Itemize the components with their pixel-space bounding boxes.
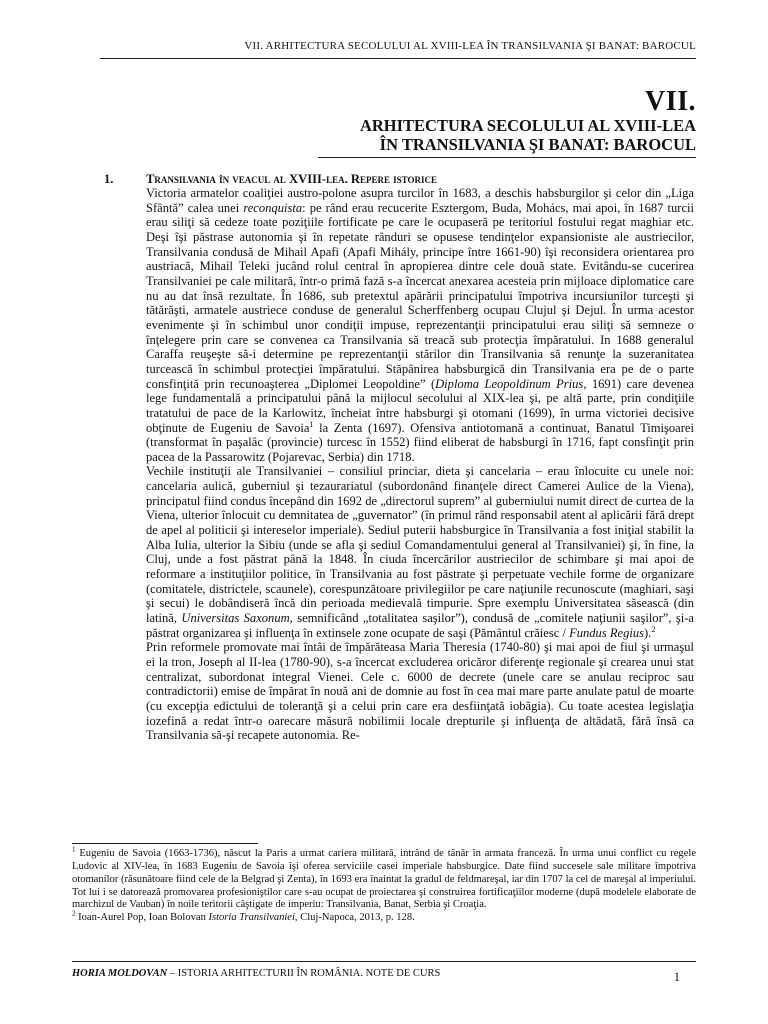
body-text bbox=[146, 186, 694, 743]
paragraph-2-italic-universitas: Universitas Saxonum bbox=[181, 611, 290, 626]
footnote-2-text: Ioan-Aurel Pop, Ioan Bolovan bbox=[75, 912, 209, 924]
footnote-2 bbox=[72, 909, 696, 925]
page-footer bbox=[72, 968, 440, 979]
footnote-1 bbox=[72, 845, 696, 912]
footnotes bbox=[72, 845, 696, 925]
footnote-2-text-end: , Cluj-Napoca, 2013, p. 128. bbox=[294, 912, 415, 924]
paragraph-2-text: Vechile instituţii ale Transilvaniei – consiliul princiar, dieta şi cancelaria – erau înlocuite cu unele noi: cancelaria aulică, guberniul şi tezaurariatul (subordonând finanţele direct Camerei Aulice de la Viena), principatul fiind condus începând din 1692 de „directorul suprem” al guberniului numit direct de curtea de la Viena, ulterior înlocuit cu demnitatea de „guvernator” (în primul rând responsabil atent al aplicării fără drept de apel al politicii şi intereselor imperiale). Sediul puterii habsburgice în Transilvania a fost iniţial stabilit la Alba Iulia, ulterior la Sibiu (unde se afla şi sediul Comandamentului general al Transilvaniei) şi, în fine, la Cluj, unde a fost păstrat până la 1848. În ciuda încercărilor austriecilor de schimbare şi mai apoi de reformare a instituţiilor politice, în Transilvania au fost păstrate şi perpetuate vechile forme de organizare (comitatele, districtele, scaunele), corespunzătoare privilegiilor pe care naţiunile recunoscute (maghiari, saşi şi secui) le dobândiseră încă din perioada medievală timpurie. Spre exemplu Universitatea săsească (din latină, bbox=[146, 464, 694, 626]
section-title: Transilvania în veacul al XVIII-lea. Repere istorice bbox=[146, 172, 438, 186]
paragraph-2 bbox=[146, 464, 694, 640]
footnote-1-text: Eugeniu de Savoia (1663-1736), născut la Paris a urmat cariera militară, intrând de tânăr în armata franceză. În urma unui conflict cu regele Ludovic al XIV-lea, în 1683 Eugeniu de Savoia îşi oferea serviciile casei imperiale habsburgice. Date fiind succesele sale militare împotriva otomanilor (răsunătoare fiind cele de la Belgrad şi Zenta), în 1693 era înaintat la gradul de feldmareşal, iar din 1707 la cel de mareşal al imperiului. Tot lui i se datorează promovarea profesioniştilor care s-au ocupat de proiectarea şi construirea fortificaţiilor moderne (după modelele elaborate de marchizul de Vauban) în noile teritorii câştigate de imperiu: Transilvania, Banat, Serbia şi Croaţia. bbox=[72, 848, 696, 911]
paragraph-1-italic-reconquista: reconquista bbox=[243, 200, 303, 215]
section-heading bbox=[104, 172, 437, 187]
footnote-2-italic-title: Istoria Transilvaniei bbox=[208, 912, 295, 924]
footnote-ref-2[interactable]: 2 bbox=[651, 624, 656, 634]
running-header: VII. ARHITECTURA SECOLULUI AL XVIII-LEA ÎN TRANSILVANIA ŞI BANAT: BAROCUL bbox=[244, 40, 696, 52]
header-rule bbox=[100, 58, 696, 59]
footer-title: – ISTORIA ARHITECTURII ÎN ROMÂNIA. NOTE DE CURS bbox=[167, 968, 441, 979]
footnote-1-mark: 1 bbox=[72, 845, 76, 854]
paragraph-2-text-cont: , semnificând „totalitatea saşilor”), condusă de „comitele naţiunii saşilor”, şi-a păstrat organizarea şi influenţa în extinsele zone ocupate de saşi (Pământul crăiesc / bbox=[146, 611, 694, 640]
chapter-number: VII. bbox=[644, 86, 696, 117]
footnote-ref-1[interactable]: 1 bbox=[309, 419, 314, 429]
chapter-title-line-1: ARHITECTURA SECOLULUI AL XVIII-LEA bbox=[359, 116, 696, 135]
paragraph-1-text-cont: : pe rând erau recucerite Esztergom, Buda, Mohács, mai apoi, în 1687 turcii erau siliţi să cedeze toate poziţiile fortificate pe care le ocupaseră pe teritoriul fostului regat maghiar etc. Deşi îşi păstrase autonomia şi în repetate rânduri se opusese tendinţelor expansioniste ale austriecilor, Transilvania condusă de Mihail Apafi (Apafi Mihály, principe între 1661-90) îşi reconsidera orientarea pro austriacă, Mihail Teleki jucând rolul central în apropierea dintre cele două state. Evitându-se cucerirea Transilvaniei pe cale militară, într-o primă fază s-a încercat anexarea acesteia prin mijloace diplomatice care nu au dat însă rezultate. În 1686, sub pretextul apărării principatului împotriva incursiunilor turceşti şi tătărăşti, armatele austriece conduse de generalul Scherffenberg ocupau Clujul şi Dejul. În urma acestor evenimente şi în schimbul unor condiţii impuse, reprezentanţii principatului erau siliţi să semneze o înţelegere prin care se convenea ca Transilvania să treacă sub protecţia împăratului. In 1688 generalul Caraffa reuşeşte să-i determine pe reprezentanţii stărilor din Transilvania să renunţe la suzeranitatea turcească în schimbul protecţiei împăratului. Stăpânirea habsburgică din Transilvania era pe de o parte consfinţită prin recunoaşterea „Diplomei Leopoldine” ( bbox=[146, 200, 694, 391]
paragraph-2-italic-fundus: Fundus Regius bbox=[569, 625, 644, 640]
footnote-2-mark: 2 bbox=[72, 909, 76, 918]
paragraph-1-italic-diploma: Diploma Leopoldinum Prius bbox=[435, 376, 584, 391]
paragraph-3: Prin reformele promovate mai întâi de împărăteasa Maria Theresia (1740-80) şi mai apoi de fiul şi urmaşul ei la tron, Joseph al II-lea (1780-90), s-a încercat excluderea oricăror diferenţe regionale şi crearea unui stat centralizat, subordonat integral Vienei. Cele c. 6000 de decrete (unele care se anulau reciproc sau contradictorii) emise de împărat în nouă ani de domnie au fost în cea mai mare parte anulate patul de moarte (cu excepţia edictului de toleranţă şi a celui prin care era desfiinţată iobăgia). Cu toate acestea legislaţia iozefină a redat într-o oarecare măsură nobilimii locale drepturile şi influenţa de altădată, fără însă ca Transilvania să-şi recapete autonomia. Re- bbox=[146, 640, 694, 743]
paragraph-1-text-end: la Zenta (1697). Ofensiva antiotomană a continuat, Banatul Timişoarei (transformat în paşalâc (provincie) turcesc în 1552) fiind eliberat de habsburgi în 1716, fapt consfinţit prin pacea de la Passarowitz (Pojarevac, Serbia) din 1718. bbox=[146, 420, 694, 464]
paragraph-2-text-end: ). bbox=[644, 625, 652, 640]
footnote-separator bbox=[72, 843, 258, 844]
chapter-title-rule bbox=[318, 157, 696, 158]
paragraph-1-text: Victoria armatelor coaliţiei austro-polone asupra turcilor în 1683, a deschis habsburgilor şi celor din „Liga Sfântă” calea unei bbox=[146, 186, 694, 215]
footer-author: HORIA MOLDOVAN bbox=[72, 968, 168, 979]
section-number: 1. bbox=[104, 172, 114, 186]
chapter-title-line-2: ÎN TRANSILVANIA ŞI BANAT: BAROCUL bbox=[379, 135, 696, 154]
page-number: 1 bbox=[673, 970, 680, 984]
paragraph-1 bbox=[146, 186, 694, 464]
chapter-title bbox=[196, 116, 696, 154]
paragraph-1-text-cont-2: , 1691) care devenea lege fundamentală a principatului până la mijlocul secolului al XIX-lea şi, pe altă parte, prin condiţiile tratatului de pace de la Karlowitz, încheiat între habsburgi şi otomani (1699), în urma victoriei decisive obţinute de Eugeniu de Savoia bbox=[146, 376, 694, 435]
footer-rule bbox=[72, 961, 696, 962]
